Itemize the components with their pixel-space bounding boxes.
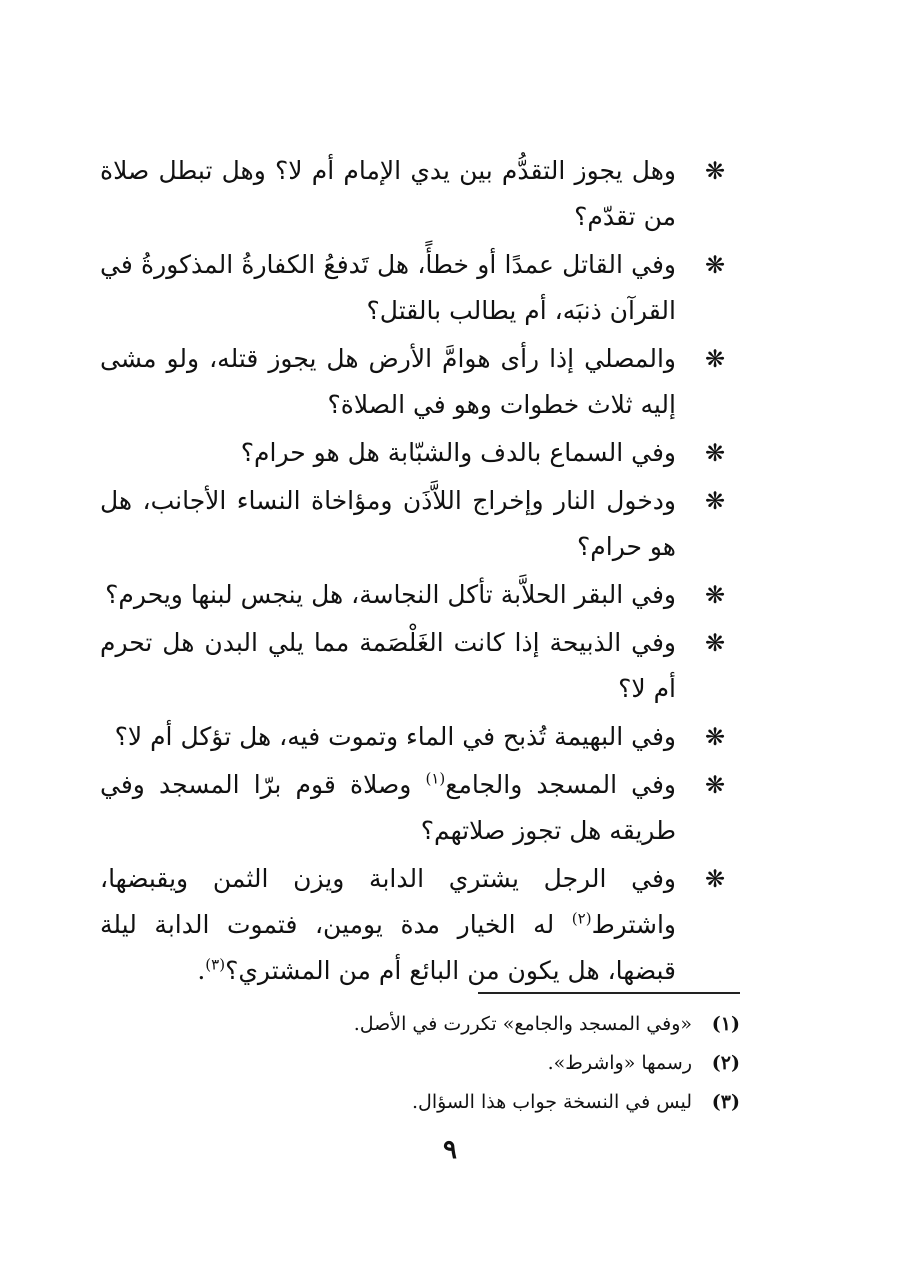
footnote-reference: (١) — [425, 769, 446, 788]
list-item — [100, 336, 730, 428]
bullet-icon: ❋ — [704, 629, 726, 657]
page-number: ٩ — [443, 1135, 457, 1165]
footnote-number: (٢) — [711, 1052, 740, 1074]
list-item — [100, 148, 730, 240]
bullet-icon: ❋ — [704, 251, 726, 279]
question-text: وفي السماع بالدف والشبّابة هل هو حرام؟ — [240, 438, 676, 467]
footnote-text: رسمها «واشرط». — [547, 1052, 692, 1074]
list-item — [100, 856, 730, 994]
bullet-icon: ❋ — [704, 723, 726, 751]
footnotes — [100, 1005, 740, 1122]
question-text: وفي القاتل عمدًا أو خطأً، هل تَدفعُ الكفارةُ المذكورةُ في القرآن ذنبَه، أم يطالب بالقتل؟ — [100, 250, 676, 325]
footnote-divider — [478, 992, 740, 994]
footnote — [100, 1083, 740, 1122]
question-text-continued: له الخيار مدة يومين، فتموت الدابة ليلة قبضها، هل يكون من البائع أم من المشتري؟ — [100, 910, 676, 985]
question-text: والمصلي إذا رأى هوامَّ الأرض هل يجوز قتله، ولو مشى إليه ثلاث خطوات وهو في الصلاة؟ — [100, 344, 676, 419]
question-text: وهل يجوز التقدُّم بين يدي الإمام أم لا؟ وهل تبطل صلاة من تقدّم؟ — [100, 156, 676, 231]
list-item — [100, 430, 730, 476]
footnote — [100, 1005, 740, 1044]
footnote — [100, 1044, 740, 1083]
footnote-text: ليس في النسخة جواب هذا السؤال. — [411, 1091, 692, 1113]
list-item — [100, 478, 730, 570]
question-text: وفي المسجد والجامع — [445, 770, 677, 799]
question-text: وفي الرجل يشتري الدابة ويزن الثمن ويقبضها، واشترط — [100, 864, 676, 939]
list-item — [100, 620, 730, 712]
bullet-icon: ❋ — [704, 865, 726, 893]
list-item — [100, 714, 730, 760]
list-item — [100, 762, 730, 854]
question-text: وفي البقر الحلاَّبة تأكل النجاسة، هل ينجس لبنها ويحرم؟ — [105, 580, 676, 609]
bullet-icon: ❋ — [704, 157, 726, 185]
footnote-reference: (٣) — [205, 955, 226, 974]
bullet-icon: ❋ — [704, 771, 726, 799]
bullet-icon: ❋ — [704, 345, 726, 373]
bullet-icon: ❋ — [704, 439, 726, 467]
bullet-icon: ❋ — [704, 487, 726, 515]
footnote-reference: (٢) — [571, 909, 592, 928]
question-text-end: . — [197, 956, 206, 985]
question-text: وفي البهيمة تُذبح في الماء وتموت فيه، هل تؤكل أم لا؟ — [114, 722, 676, 751]
question-text-continued: وصلاة قوم برّا المسجد وفي طريقه هل تجوز صلاتهم؟ — [100, 770, 676, 845]
list-item — [100, 242, 730, 334]
question-text: ودخول النار وإخراج اللاَّذَن ومؤاخاة النساء الأجانب، هل هو حرام؟ — [100, 486, 676, 561]
footnote-text: «وفي المسجد والجامع» تكررت في الأصل. — [353, 1013, 692, 1035]
footnote-number: (٣) — [711, 1091, 740, 1113]
question-list — [100, 148, 730, 994]
page-body — [100, 148, 730, 996]
bullet-icon: ❋ — [704, 581, 726, 609]
list-item — [100, 572, 730, 618]
footnote-number: (١) — [711, 1013, 740, 1035]
question-text: وفي الذبيحة إذا كانت الغَلْصَمة مما يلي البدن هل تحرم أم لا؟ — [100, 628, 676, 703]
